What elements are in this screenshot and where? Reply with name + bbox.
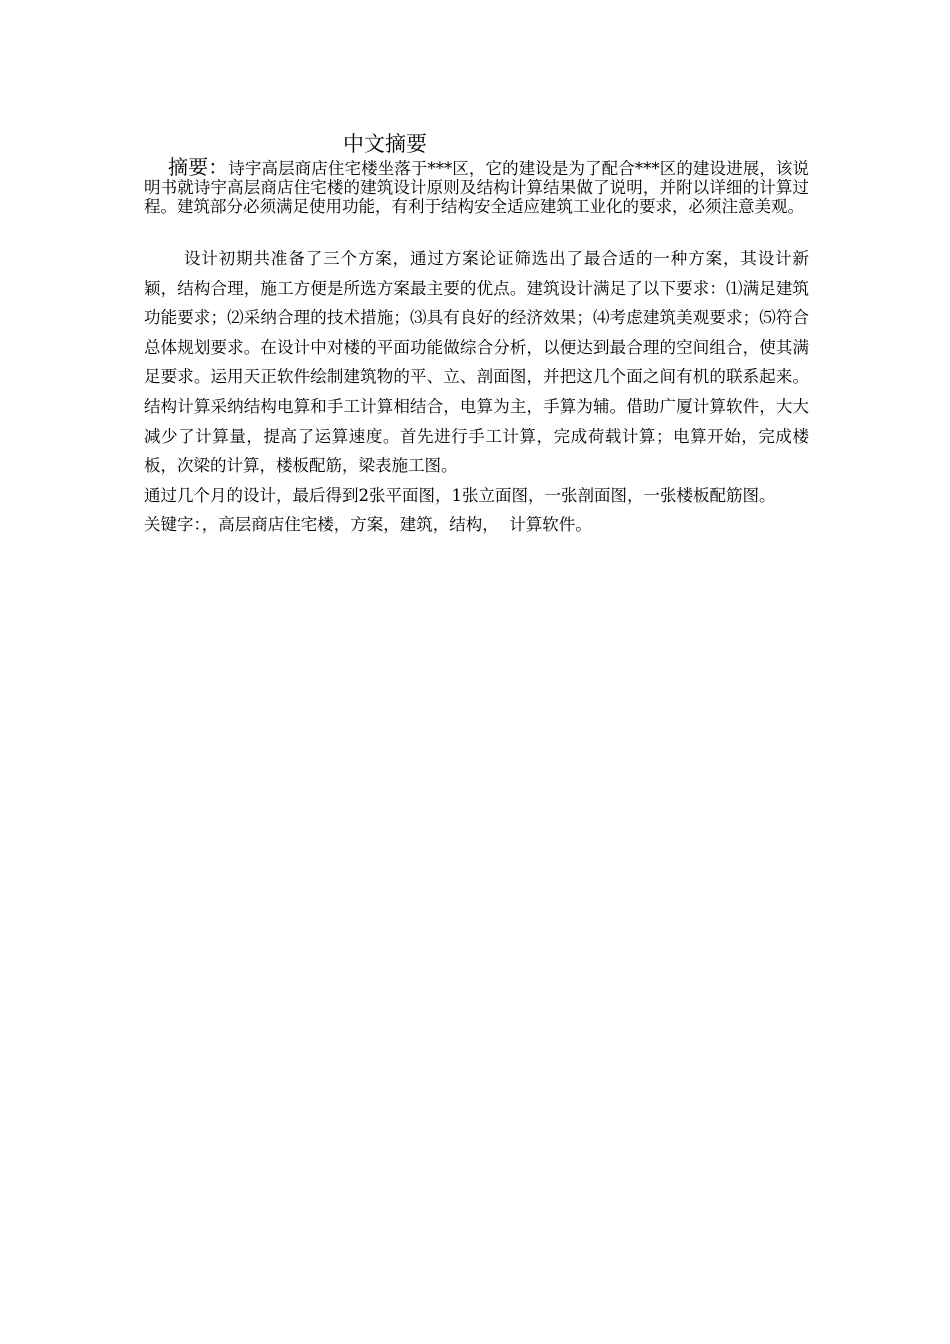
abstract-text: 诗宇高层商店住宅楼坐落于***区，它的建设是为了配合***区的建设进展，该说明书就诗宇高层商店住宅楼的建筑设计原则及结构计算结果做了说明，并附以详细的计算过程。建筑部分必须满足使用功能，有利于结构安全适应建筑工业化的要求，必须注意美观。: [144, 159, 810, 216]
page-title: 中文摘要: [343, 132, 427, 156]
abstract-label: 摘要：: [168, 155, 229, 179]
body-paragraph-2: 通过几个月的设计，最后得到2张平面图，1张立面图，一张剖面图，一张楼板配筋图。: [144, 485, 776, 505]
body-text: [144, 244, 809, 540]
keywords-line: 关键字：，高层商店住宅楼，方案，建筑，结构， 计算软件。: [144, 515, 592, 535]
abstract-paragraph: [144, 155, 810, 216]
body-paragraph-1: 设计初期共准备了三个方案，通过方案论证筛选出了最合适的一种方案，其设计新颖，结构合理，施工方便是所选方案最主要的优点。建筑设计满足了以下要求：⑴满足建筑功能要求；⑵采纳合理的技术措施；⑶具有良好的经济效果；⑷考虑建筑美观要求；⑸符合总体规划要求。在设计中对楼的平面功能做综合分析，以便达到最合理的空间组合，使其满足要求。运用天正软件绘制建筑物的平、立、剖面图，并把这几个面之间有机的联系起来。结构计算采纳结构电算和手工计算相结合，电算为主，手算为辅。借助广厦计算软件，大大减少了计算量，提高了运算速度。首先进行手工计算，完成荷载计算；电算开始，完成楼板，次梁的计算，楼板配筋，梁表施工图。: [144, 249, 809, 476]
